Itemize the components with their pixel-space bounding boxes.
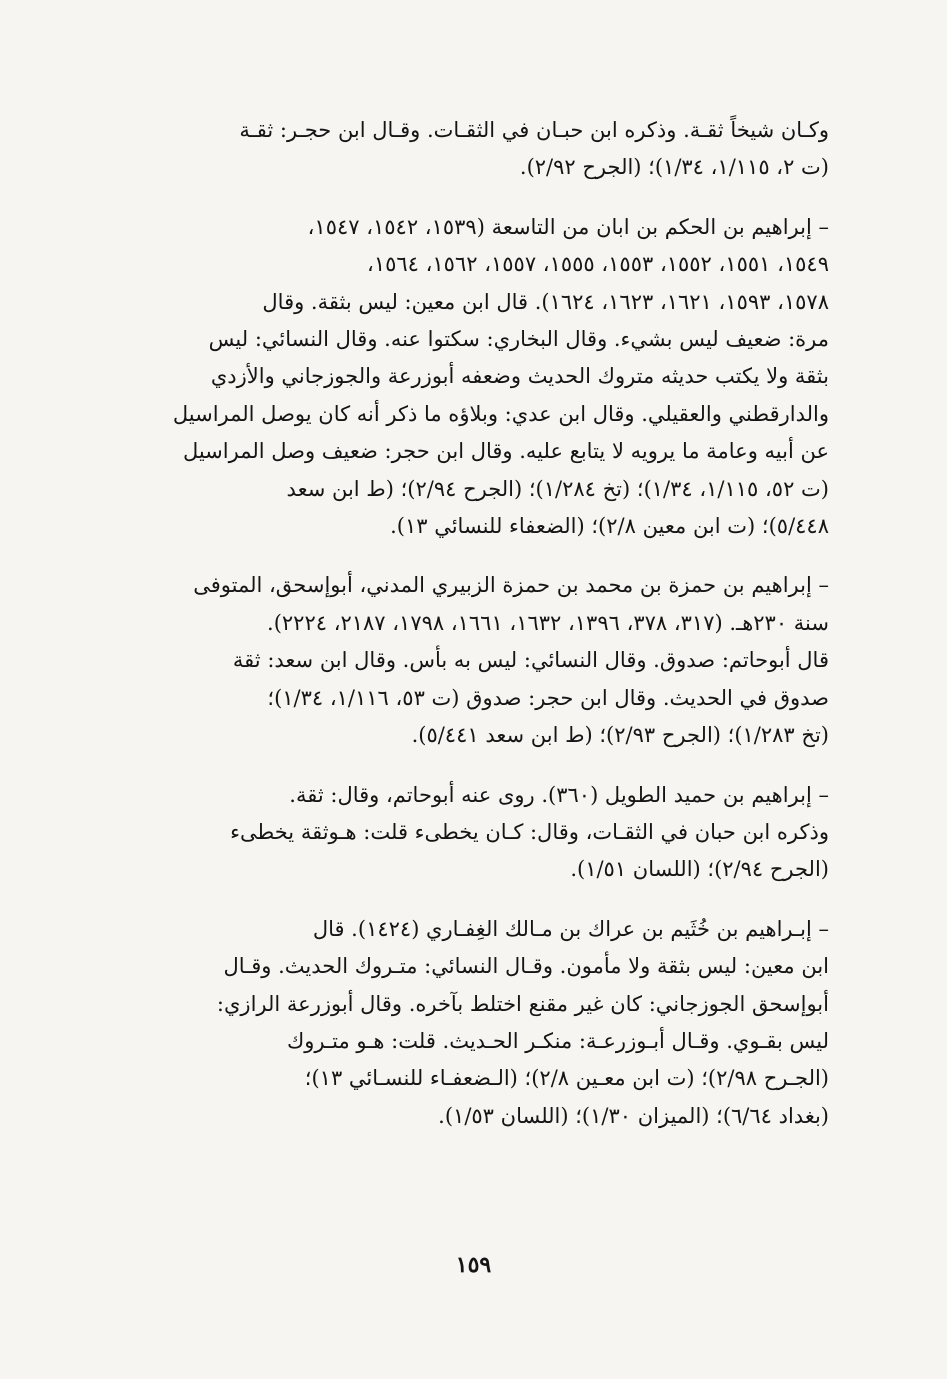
text-line: عن أبيه وعامة ما يرويه لا يتابع عليه. وقال ابن حجر: ضعيف وصل المراسيل (182, 439, 829, 464)
text-line: قال أبوحاتم: صدوق. وقال النسائي: ليس به بأس. وقال ابن سعد: ثقة (232, 648, 829, 673)
biography-entry (128, 112, 829, 187)
biography-entry (128, 911, 829, 1135)
biography-entry (128, 777, 829, 889)
text-line: وكـان شيخاً ثقـة. وذكره ابن حبـان في الثقـات. وقـال ابن حجـر: ثقـة (239, 118, 829, 142)
text-line: – إبراهيم بن الحكم بن ابان من التاسعة (١٥٣٩، ١٥٤٢، ١٥٤٧، (307, 214, 829, 239)
biography-entry (128, 209, 829, 546)
text-line: وذكره ابن حبان في الثقـات، وقال: كـان يخطىء قلت: هـوثقة يخطىء (230, 819, 829, 844)
text-line: ليس بقـوي. وقـال أبـوزرعـة: منكـر الحـديث. قلت: هـو متـروك (286, 1028, 829, 1053)
biography-entry (128, 567, 829, 754)
text-line: صدوق في الحديث. وقال ابن حجر: صدوق (ت ٥٣، ١/١١٦، ١/٣٤)؛ (267, 685, 829, 710)
page-number: ١٥٩ (455, 1252, 492, 1278)
text-line: – إبـراهيم بن خُثَيم بن عراك بن مـالك الغِفـاري (١٤٢٤). قال (312, 916, 829, 941)
text-line: (بغداد ٦/٦٤)؛ (الميزان ١/٣٠)؛ (اللسان ١/٥٣). (438, 1103, 829, 1128)
text-line: – إبراهيم بن حمزة بن محمد بن حمزة الزبيري المدني، أبوإسحق، المتوفى (193, 573, 829, 598)
text-line: ٥/٤٤٨)؛ (ت ابن معين ٢/٨)؛ (الضعفاء للنسائي ١٣). (390, 514, 829, 539)
text-line: ١٥٤٩، ١٥٥١، ١٥٥٢، ١٥٥٣، ١٥٥٥، ١٥٥٧، ١٥٦٢، ١٥٦٤، (367, 252, 829, 277)
text-line: أبوإسحق الجوزجاني: كان غير مقنع اختلط بآخره. وقال أبوزرعة الرازي: (216, 991, 829, 1016)
page-text (128, 112, 829, 1135)
text-line: (تخ ١/٢٨٣)؛ (الجرح ٢/٩٣)؛ (ط ابن سعد ٥/٤٤١). (411, 723, 829, 748)
text-line: بثقة ولا يكتب حديثه متروك الحديث وضعفه أبوزرعة والجوزجاني والأزدي (210, 364, 829, 389)
text-line: (الجرح ٢/٩٤)؛ (اللسان ١/٥١). (570, 857, 829, 882)
text-line: مرة: ضعيف ليس بشيء. وقال البخاري: سكتوا عنه. وقال النسائي: ليس (208, 327, 829, 352)
text-line: (الجـرح ٢/٩٨)؛ (ت ابن معـين ٢/٨)؛ (الـضعفـاء للنسـائي ١٣)؛ (304, 1066, 829, 1091)
text-line: (ت ٢، ١/١١٥، ١/٣٤)؛ (الجرح ٢/٩٢). (519, 155, 829, 180)
text-line: ابن معين: ليس بثقة ولا مأمون. وقـال النسائي: متـروك الحديث. وقـال (223, 954, 829, 979)
text-line: ١٥٧٨، ١٥٩٣، ١٦٢١، ١٦٢٣، ١٦٢٤). قال ابن معين: ليس بثقة. وقال (262, 289, 829, 314)
text-line: والدارقطني والعقيلي. وقال ابن عدي: وبلاؤه ما ذكر أنه كان يوصل المراسيل (172, 401, 829, 426)
text-line: (ت ٥٢، ١/١١٥، ١/٣٤)؛ (تخ ١/٢٨٤)؛ (الجرح ٢/٩٤)؛ (ط ابن سعد (286, 476, 829, 501)
text-line: – إبراهيم بن حميد الطويل (٣٦٠). روى عنه أبوحاتم، وقال: ثقة. (289, 782, 829, 807)
text-line: سنة ٢٣٠هـ. (٣١٧، ٣٧٨، ١٣٩٦، ١٦٣٢، ١٦٦١، ١٧٩٨، ٢١٨٧، ٢٢٢٤). (267, 610, 829, 635)
